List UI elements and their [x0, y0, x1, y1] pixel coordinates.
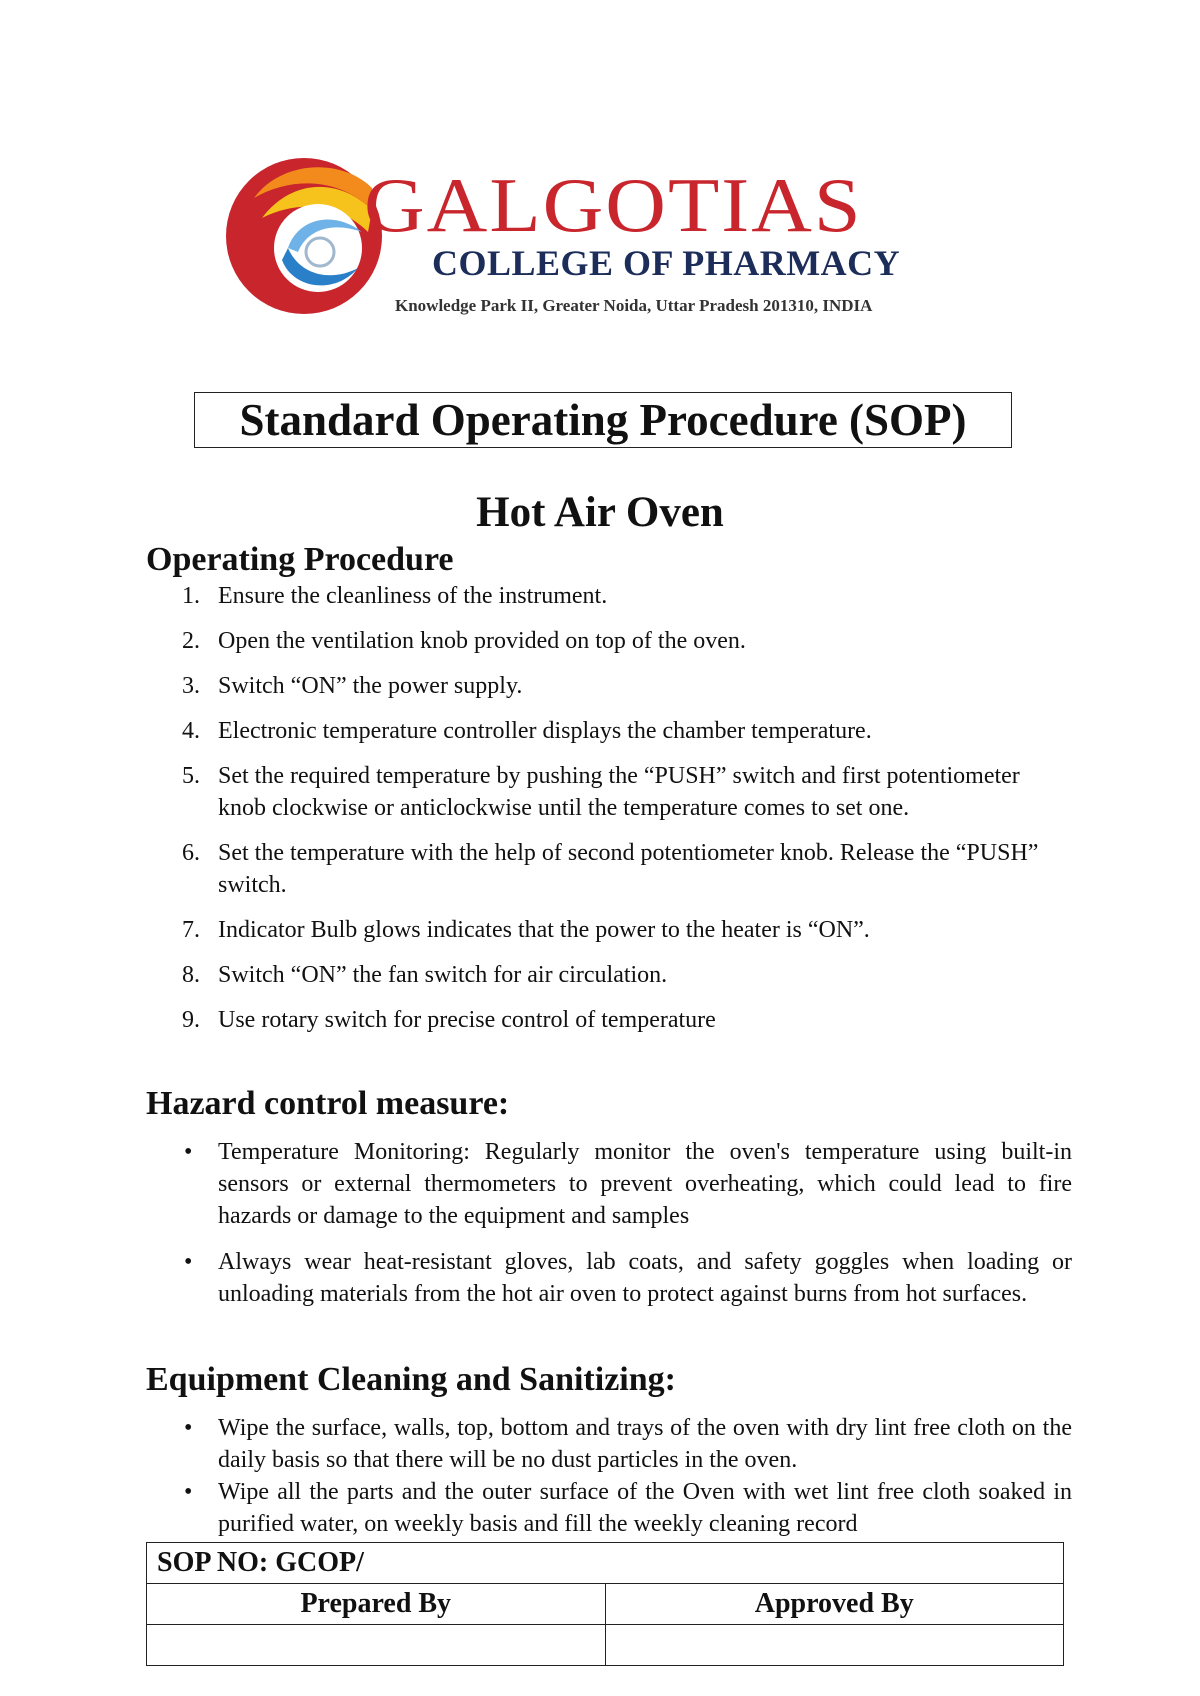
document-title: Standard Operating Procedure (SOP) [194, 392, 1012, 448]
step-number: 4. [182, 718, 200, 744]
bullet-text: Always wear heat-resistant gloves, lab coats, and safety goggles when loading or unloading materials from the hot air oven to protect against burns from hot surfaces. [218, 1249, 1072, 1307]
step-number: 5. [182, 763, 200, 789]
step-number: 3. [182, 673, 200, 699]
step-number: 7. [182, 917, 200, 943]
list-item [146, 1004, 1072, 1036]
hazard-control-list [146, 1136, 1072, 1324]
list-item [146, 1246, 1072, 1310]
list-item [146, 715, 1072, 747]
step-number: 6. [182, 840, 200, 866]
cleaning-list [146, 1412, 1072, 1540]
list-item [146, 580, 1072, 612]
operating-steps-list [146, 580, 1072, 1049]
list-item [146, 1136, 1072, 1232]
step-text: Indicator Bulb glows indicates that the power to the heater is “ON”. [218, 917, 870, 943]
step-text: Electronic temperature controller displays the chamber temperature. [218, 718, 872, 744]
list-item [146, 760, 1072, 824]
sop-signature-table [146, 1542, 1064, 1666]
list-item [146, 670, 1072, 702]
prepared-by-header: Prepared By [147, 1584, 606, 1625]
step-text: Use rotary switch for precise control of temperature [218, 1007, 716, 1033]
step-number: 8. [182, 962, 200, 988]
institution-name: GALGOTIAS [364, 162, 863, 249]
step-number: 9. [182, 1007, 200, 1033]
step-text: Switch “ON” the fan switch for air circulation. [218, 962, 668, 988]
bullet-icon: • [184, 1479, 193, 1505]
hazard-control-heading: Hazard control measure: [146, 1085, 510, 1122]
bullet-icon: • [184, 1415, 193, 1441]
institution-subtitle: COLLEGE OF PHARMACY [432, 243, 901, 283]
approved-by-header: Approved By [605, 1584, 1064, 1625]
bullet-text: Wipe the surface, walls, top, bottom and trays of the oven with dry lint free cloth on the daily basis so that there will be no dust particles in the oven. [218, 1415, 1072, 1473]
sop-number-cell: SOP NO: GCOP/ [147, 1543, 1064, 1584]
step-text: Open the ventilation knob provided on top of the oven. [218, 628, 746, 654]
prepared-by-value [147, 1625, 606, 1666]
step-number: 2. [182, 628, 200, 654]
list-item [146, 959, 1072, 991]
bullet-text: Temperature Monitoring: Regularly monitor the oven's temperature using built-in sensors or external thermometers to prevent overheating, which could lead to fire hazards or damage to the equipment and samples [218, 1139, 1072, 1229]
operating-procedure-heading: Operating Procedure [146, 541, 454, 578]
step-text: Set the temperature with the help of second potentiometer knob. Release the “PUSH” switch. [218, 840, 1039, 898]
cleaning-heading: Equipment Cleaning and Sanitizing: [146, 1361, 676, 1398]
equipment-title: Hot Air Oven [476, 489, 724, 536]
bullet-text: Wipe all the parts and the outer surface of the Oven with wet lint free cloth soaked in purified water, on weekly basis and fill the weekly cleaning record [218, 1479, 1072, 1537]
approved-by-value [605, 1625, 1064, 1666]
list-item [146, 837, 1072, 901]
step-text: Ensure the cleanliness of the instrument. [218, 583, 608, 609]
college-logo [222, 148, 962, 323]
step-number: 1. [182, 583, 200, 609]
list-item [146, 625, 1072, 657]
institution-address: Knowledge Park II, Greater Noida, Uttar Pradesh 201310, INDIA [395, 296, 873, 315]
step-text: Switch “ON” the power supply. [218, 673, 523, 699]
bullet-icon: • [184, 1249, 193, 1275]
step-text: Set the required temperature by pushing the “PUSH” switch and first potentiometer knob clockwise or anticlockwise until the temperature comes to set one. [218, 763, 1020, 821]
list-item [146, 1412, 1072, 1476]
list-item [146, 1476, 1072, 1540]
bullet-icon: • [184, 1139, 193, 1165]
list-item [146, 914, 1072, 946]
